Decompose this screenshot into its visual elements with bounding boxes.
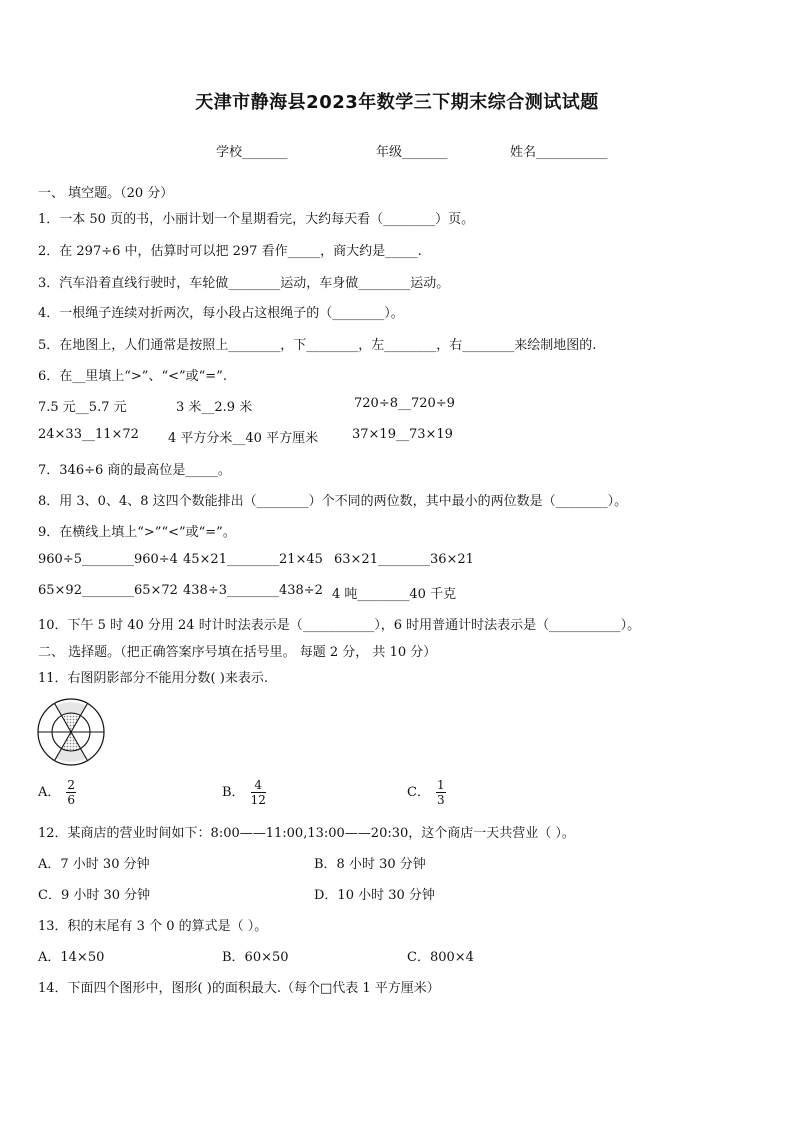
question-6-item: 720÷8__720÷9 bbox=[354, 396, 455, 411]
question-9-item: 438÷3________438÷2 bbox=[183, 583, 323, 598]
question-9-item: 65×92________65×72 bbox=[38, 583, 178, 598]
option-c[interactable]: C．800×4 bbox=[407, 950, 474, 965]
page-title: 天津市静海县2023年数学三下期末综合测试试题 bbox=[195, 92, 599, 113]
shaded-circle-figure bbox=[36, 697, 106, 767]
option-d[interactable]: D．10 小时 30 分钟 bbox=[314, 888, 435, 903]
option-b[interactable]: B．8 小时 30 分钟 bbox=[314, 857, 426, 872]
question-6-item: 4 平方分米__40 平方厘米 bbox=[168, 431, 319, 446]
option-a[interactable]: A．7 小时 30 分钟 bbox=[38, 857, 150, 872]
question-6-item: 37×19__73×19 bbox=[352, 427, 453, 442]
question-4: 4．一根绳子连续对折两次，每小段占这根绳子的（________）。 bbox=[38, 306, 404, 321]
question-6-stem: 6．在__里填上“>”、“<”或“=”. bbox=[38, 369, 227, 384]
option-c[interactable]: C． $\frac{1}{3}$ bbox=[407, 778, 445, 807]
question-6-item: 7.5 元__5.7 元 bbox=[38, 400, 127, 415]
option-c[interactable]: C．9 小时 30 分钟 bbox=[38, 888, 151, 903]
question-9-item: 4 吨________40 千克 bbox=[332, 587, 457, 602]
question-2: 2．在 297÷6 中，估算时可以把 297 看作_____，商大约是_____. bbox=[38, 244, 422, 259]
grade-field[interactable]: 年级_______ bbox=[376, 145, 448, 160]
option-a[interactable]: A．14×50 bbox=[38, 950, 105, 965]
question-13-stem: 13．积的末尾有 3 个 0 的算式是（ ）。 bbox=[38, 919, 268, 934]
question-9-item: 63×21________36×21 bbox=[334, 552, 474, 567]
section-1-heading: 一、 填空题。（20 分） bbox=[38, 186, 174, 201]
question-3: 3．汽车沿着直线行驶时，车轮做________运动，车身做________运动。 bbox=[38, 276, 450, 291]
option-b[interactable]: B．60×50 bbox=[222, 950, 289, 965]
section-2-heading: 二、 选择题。（把正确答案序号填在括号里。 每题 2 分， 共 10 分） bbox=[38, 645, 437, 660]
question-10: 10．下午 5 时 40 分用 24 时计时法表示是（___________），6 时用普通计时法表示是（___________）。 bbox=[38, 618, 641, 633]
option-b[interactable]: B． $\frac{4}{12}$ bbox=[222, 778, 266, 807]
question-6-item: 24×33__11×72 bbox=[38, 427, 139, 442]
question-5: 5．在地图上，人们通常是按照上________，下________，左________，右________来绘制地图的. bbox=[38, 338, 597, 353]
school-field[interactable]: 学校_______ bbox=[216, 145, 288, 160]
question-9-item: 45×21________21×45 bbox=[183, 552, 323, 567]
name-field[interactable]: 姓名___________ bbox=[510, 145, 608, 160]
question-14-stem: 14．下面四个图形中，图形( )的面积最大.（每个□代表 1 平方厘米） bbox=[38, 981, 440, 996]
question-12-stem: 12．某商店的营业时间如下：8:00——11:00,13:00——20:30，这个商店一天共营业（ ）。 bbox=[38, 826, 575, 841]
question-9-item: 960÷5________960÷4 bbox=[38, 552, 178, 567]
question-7: 7．346÷6 商的最高位是_____。 bbox=[38, 463, 231, 478]
option-a[interactable]: A． $\frac{2}{6}$ bbox=[38, 778, 76, 807]
question-9-stem: 9．在横线上填上“>”“<”或“=”。 bbox=[38, 525, 236, 540]
question-6-item: 3 米__2.9 米 bbox=[176, 400, 253, 415]
question-11-stem: 11．右图阴影部分不能用分数( )来表示. bbox=[38, 671, 268, 686]
question-8: 8．用 3、0、4、8 这四个数能排出（________）个不同的两位数，其中最小的两位数是（________）。 bbox=[38, 494, 628, 509]
question-1: 1．一本 50 页的书，小丽计划一个星期看完，大约每天看（________）页。 bbox=[38, 212, 475, 227]
